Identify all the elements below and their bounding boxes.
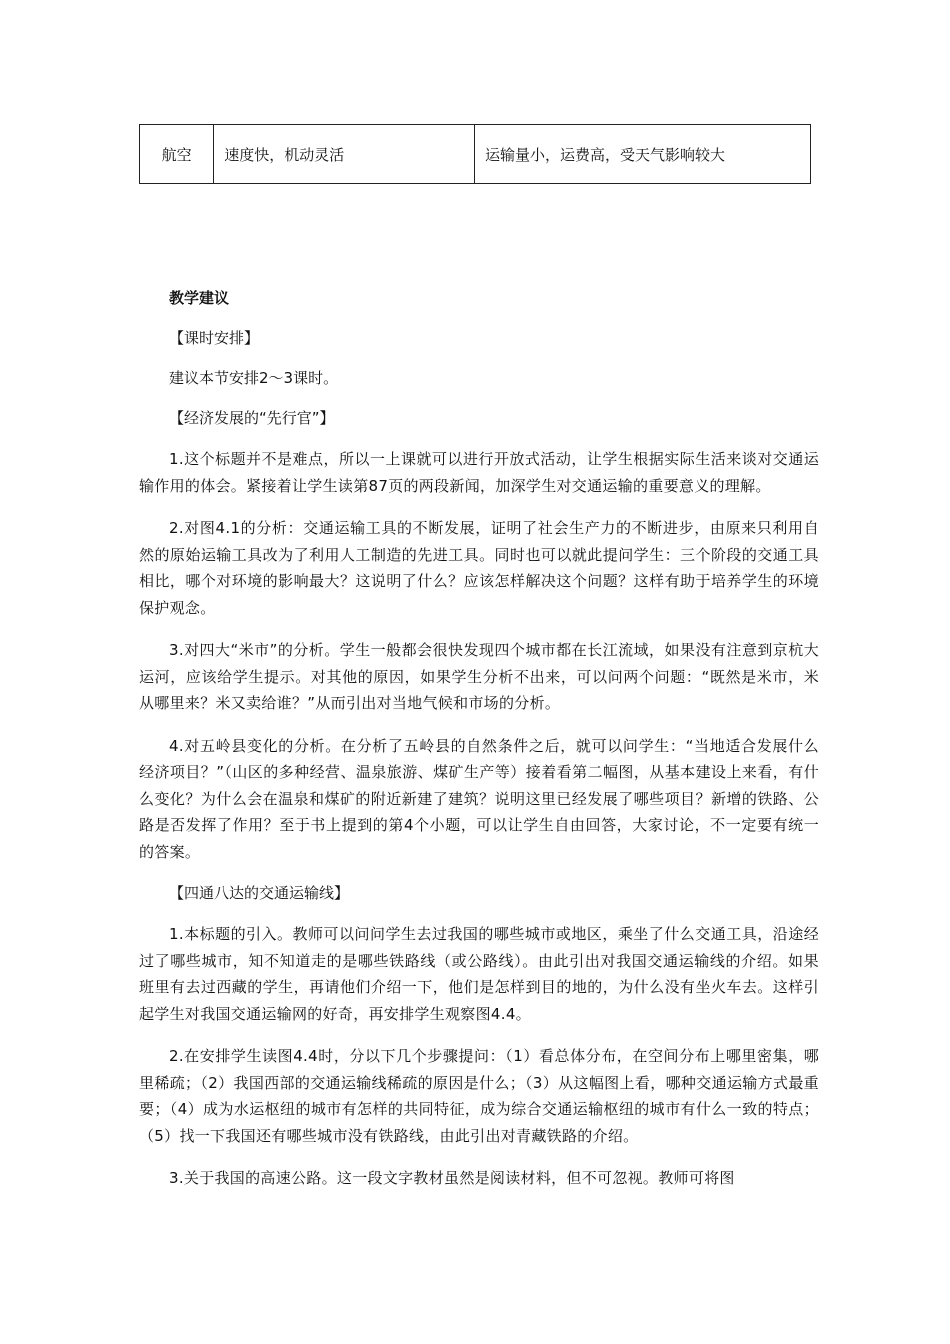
subheading-transport-lines: 【四通八达的交通运输线】	[169, 884, 350, 902]
paragraph-4: 4.对五岭县变化的分析。在分析了五岭县的自然条件之后，就可以问学生：“当地适合发展什么经济项目？”（山区的多种经营、温泉旅游、煤矿生产等）接着看第二幅图，从基本建设上来看，有什么变化？为什么会在温泉和煤矿的附近新建了建筑？说明这里已经发展了哪些项目？新增的铁路、公路是否发挥了作用？至于书上提到的第4个小题，可以让学生自由回答，大家讨论，不一定要有统一的答案。	[139, 736, 819, 861]
class-hours-text: 建议本节安排2～3课时。	[169, 369, 339, 387]
table-cell-disadvantages: 运输量小，运费高，受天气影响较大	[474, 125, 810, 184]
table-cell-advantages: 速度快，机动灵活	[214, 125, 475, 184]
transport-comparison-table	[139, 124, 811, 184]
paragraph-1: 1.这个标题并不是难点，所以一上课就可以进行开放式活动，让学生根据实际生活来谈对交通运输作用的体会。紧接着让学生读第87页的两段新闻，加深学生对交通运输的重要意义的理解。	[139, 450, 819, 495]
subheading-class-hours: 【课时安排】	[169, 329, 260, 347]
table-cell-mode: 航空	[140, 125, 214, 184]
subheading-economic-pioneer: 【经济发展的“先行官”】	[169, 409, 335, 427]
paragraph-3: 3.对四大“米市”的分析。学生一般都会很快发现四个城市都在长江流域，如果没有注意到京杭大运河，应该给学生提示。对其他的原因，如果学生分析不出来，可以问两个问题：“既然是米市，米从哪里来？米又卖给谁？”从而引出对当地气候和市场的分析。	[139, 641, 819, 712]
paragraph-2: 2.对图4.1的分析：交通运输工具的不断发展，证明了社会生产力的不断进步，由原来只利用自然的原始运输工具改为了利用人工制造的先进工具。同时也可以就此提问学生：三个阶段的交通工具相比，哪个对环境的影响最大？这说明了什么？应该怎样解决这个问题？这样有助于培养学生的环境保护观念。	[139, 519, 819, 617]
teaching-suggestions	[139, 286, 819, 1208]
table-row	[140, 125, 811, 184]
paragraph-7: 3.关于我国的高速公路。这一段文字教材虽然是阅读材料，但不可忽视。教师可将图	[169, 1169, 735, 1187]
paragraph-5: 1.本标题的引入。教师可以问问学生去过我国的哪些城市或地区，乘坐了什么交通工具，沿途经过了哪些城市，知不知道走的是哪些铁路线（或公路线）。由此引出对我国交通运输线的介绍。如果班里有去过西藏的学生，再请他们介绍一下，他们是怎样到目的地的，为什么没有坐火车去。这样引起学生对我国交通运输网的好奇，再安排学生观察图4.4。	[139, 925, 819, 1023]
section-title: 教学建议	[169, 289, 230, 307]
paragraph-6: 2.在安排学生读图4.4时，分以下几个步骤提问：（1）看总体分布，在空间分布上哪里密集，哪里稀疏；（2）我国西部的交通运输线稀疏的原因是什么；（3）从这幅图上看，哪种交通运输方式最重要；（4）成为水运枢纽的城市有怎样的共同特征，成为综合交通运输枢纽的城市有什么一致的特点；（5）找一下我国还有哪些城市没有铁路线，由此引出对青藏铁路的介绍。	[139, 1047, 819, 1145]
